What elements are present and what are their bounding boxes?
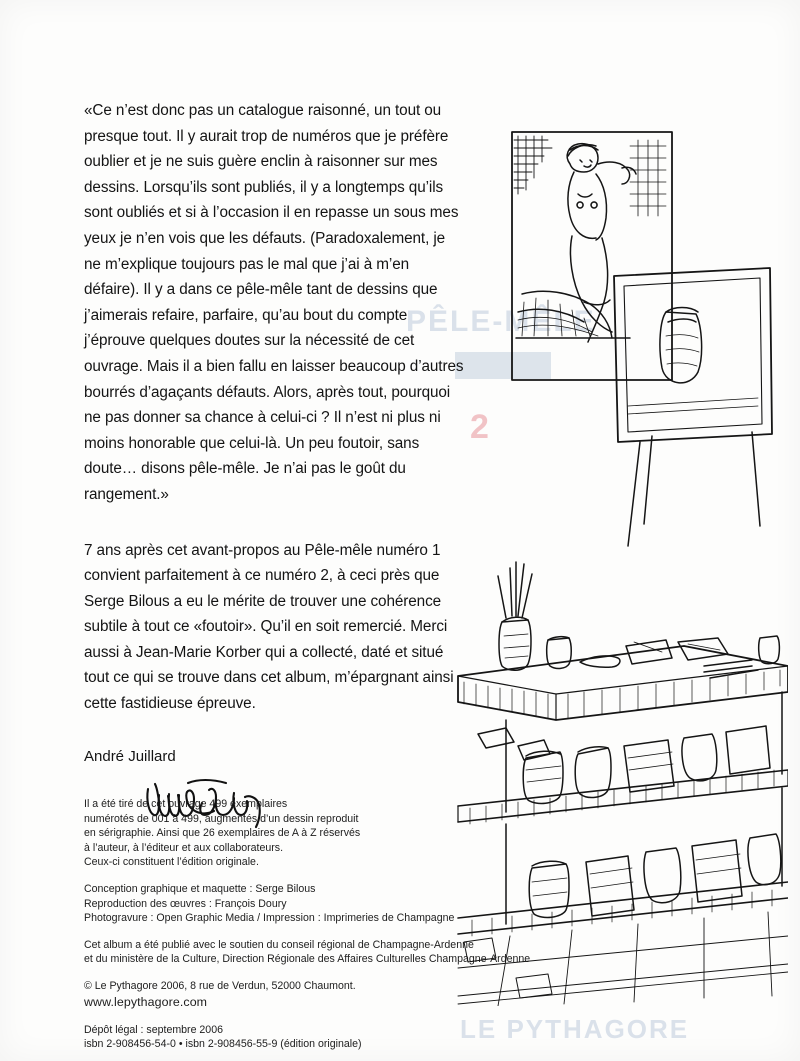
quote-paragraph: «Ce n’est donc pas un catalogue raisonné, un tout ou presque tout. Il y aurait trop de numéros que je préfère oublier et je ne suis guère enclin à raisonner sur mes dessins. Lorsqu’ils sont publiés, il y a longtemps qu’ils sont oubliés et si à l’occasion il en repasse un sous mes yeux je n’en vois que les défauts. (Paradoxalement, je ne m’explique toujours pas le mal que j’ai à m’en défaire). Il y a dans ce pêle-mêle tant de dessins que j’aimerais refaire, parfaire, qu’au bout du compte j’éprouve quelques doutes sur la nécessité de cet ouvrage. Mais il a bien fallu en laisser beaucoup d’autres bourrés d’agaçants défauts. Alors, après tout, pourquoi ne pas donner sa chance à celui-ci ? Il n’est ni plus ni moins honorable que celui-là. Un peu foutoir, sans doute… disons pêle-mêle. Je n’ai pas le goût du rangement.» xyxy=(84,102,464,503)
colophon-line: numérotés de 001 à 499, augmentés d’un dessin reproduit xyxy=(84,812,359,825)
text-column xyxy=(84,98,464,833)
colophon-line: et du ministère de la Culture, Direction Régionale des Affaires Culturelles Champagne-Ardenne xyxy=(84,953,531,966)
colophon-line: Photogravure : Open Graphic Media / Impression : Imprimeries de Champagne xyxy=(84,912,455,925)
colophon-line: Cet album a été publié avec le soutien du conseil régional de Champagne-Ardenne xyxy=(84,938,474,951)
showthrough-footer: LE PYTHAGORE xyxy=(460,1014,690,1044)
isbn-line: isbn 2-908456-54-0 • isbn 2-908456-55-9 (édition originale) xyxy=(84,1038,362,1051)
author-name: André Juillard xyxy=(84,747,176,765)
showthrough-title: PÊLE-MÊLE xyxy=(406,305,596,338)
publisher-line: © Le Pythagore 2006, 8 rue de Verdun, 52000 Chaumont. xyxy=(84,979,356,992)
note-paragraph: 7 ans après cet avant-propos au Pêle-mêle numéro 1 convient parfaitement à ce numéro 2, à ceci près que Serge Bilous a eu le mérite de trouver une cohérence subtile à tout ce «foutoir». Qu’il en soit remercié. Merci aussi à Jean-Marie Korber qui a collecté, daté et situé tout ce qui se trouve dans cet album, m’épargnant ainsi cette fastidieuse épreuve. xyxy=(84,541,454,713)
studio-illustration xyxy=(452,106,788,1006)
colophon-line: Reproduction des œuvres : François Doury xyxy=(84,897,287,910)
colophon-line: Conception graphique et maquette : Serge Bilous xyxy=(84,882,316,895)
colophon-line: à l’auteur, à l’éditeur et aux collaborateurs. xyxy=(84,841,284,854)
avant-propos-note xyxy=(84,538,464,717)
colophon-line: Ceux-ci constituent l’édition originale. xyxy=(84,856,259,869)
colophon-line: Il a été tiré de cet ouvrage 499 exemplaires xyxy=(84,798,288,810)
colophon-line: en sérigraphie. Ainsi que 26 exemplaires de A à Z réservés xyxy=(84,827,361,840)
avant-propos-quote xyxy=(84,98,464,508)
legal-deposit-line: Dépôt légal : septembre 2006 xyxy=(84,1023,223,1036)
website-link[interactable]: www.lepythagore.com xyxy=(84,994,208,1009)
colophon-legal xyxy=(84,1023,554,1052)
showthrough-accent: 2 xyxy=(470,408,491,446)
